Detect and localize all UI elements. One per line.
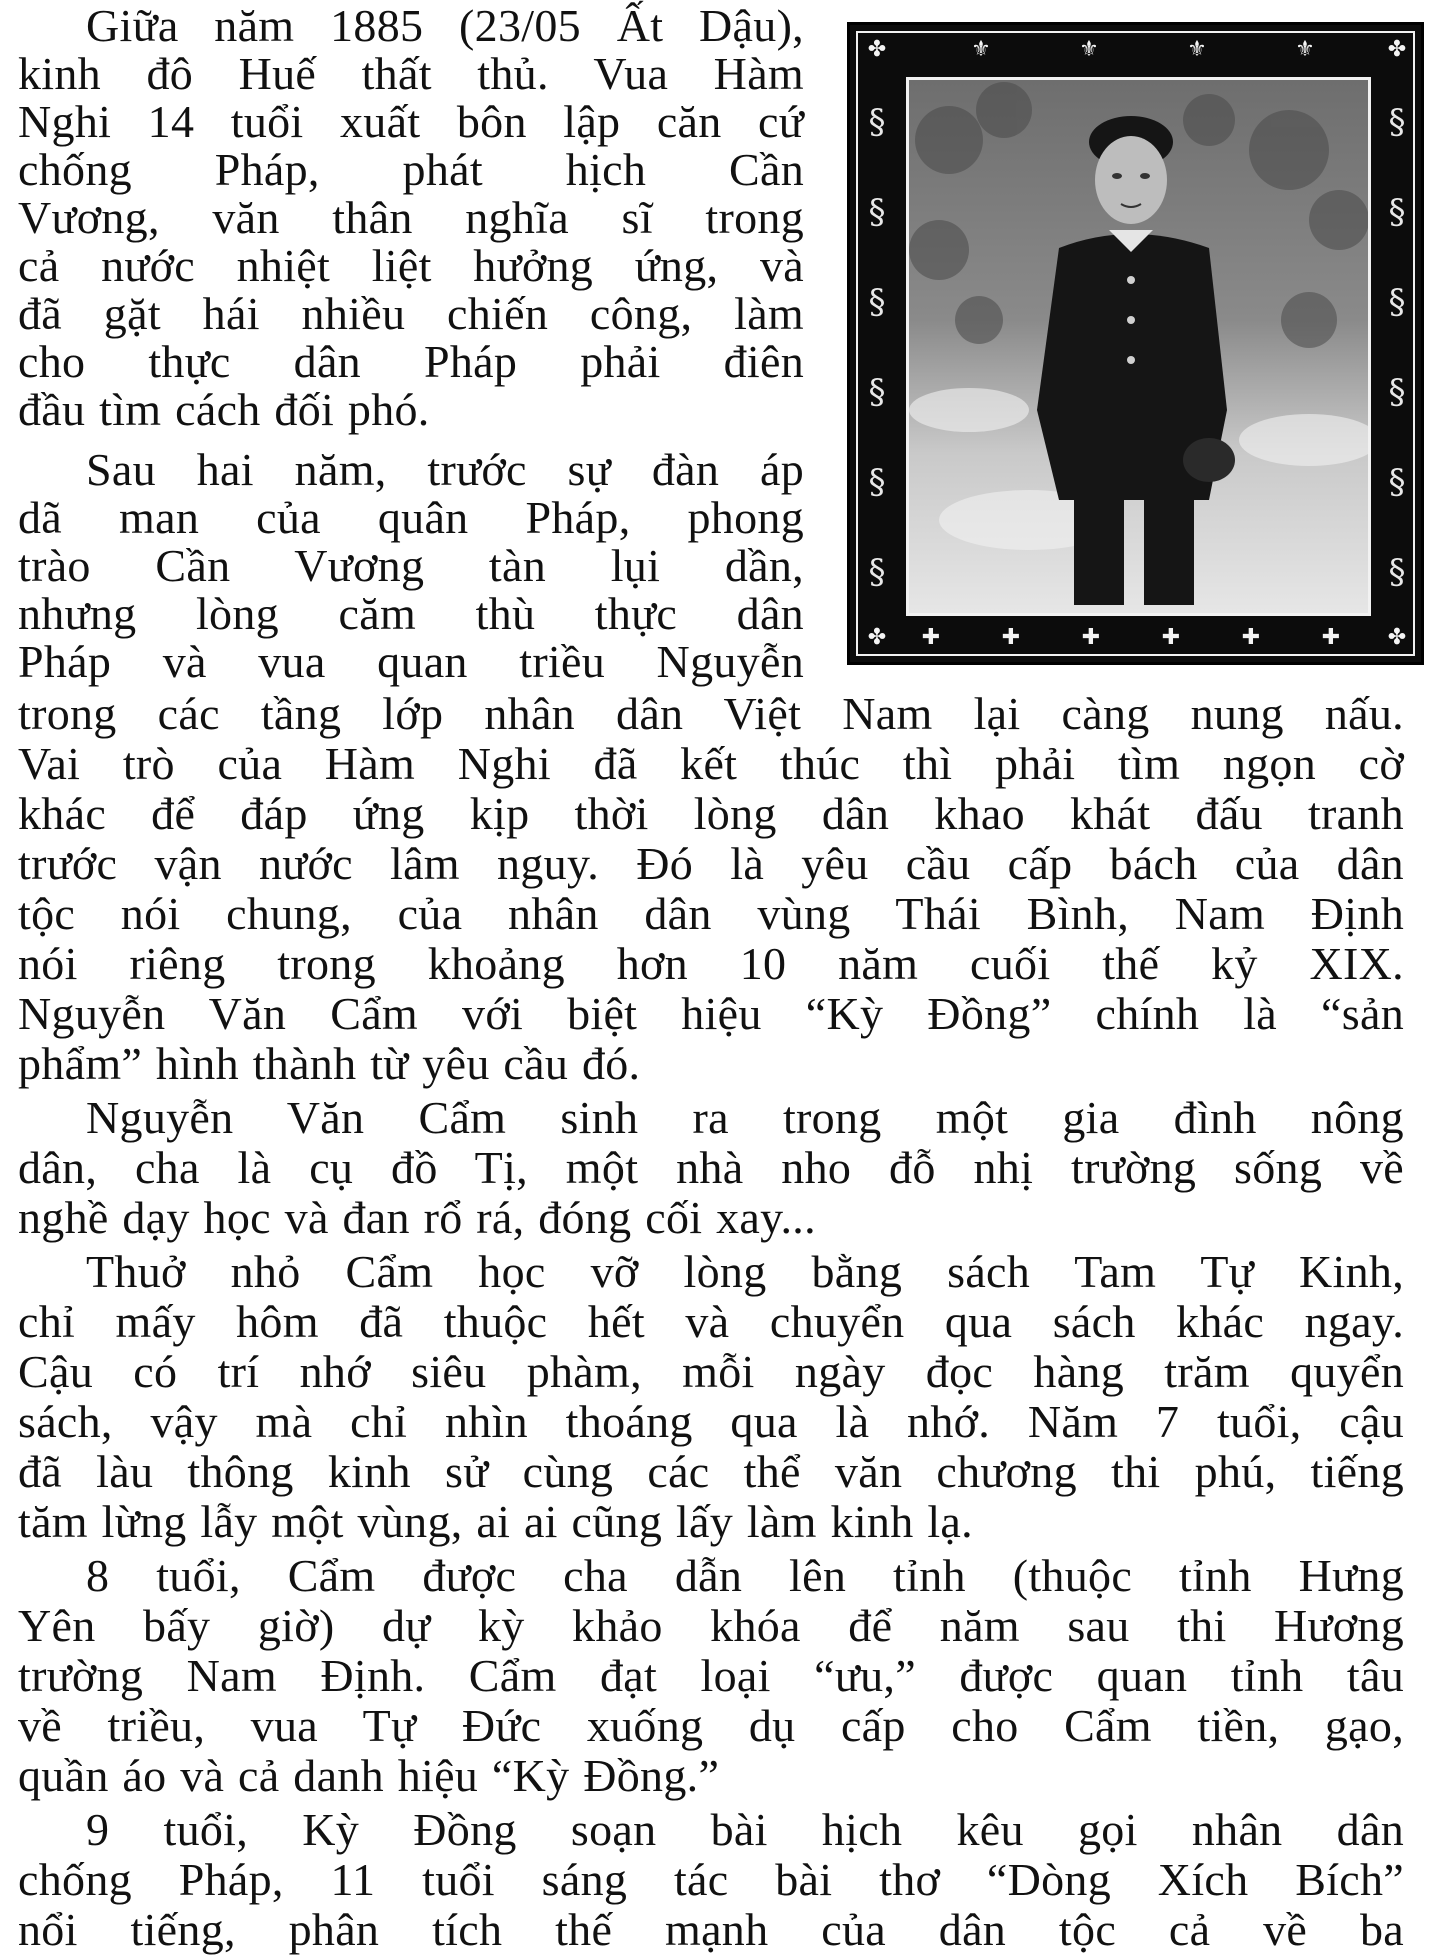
text-line: tăm lừng lẫy một vùng, ai ai cũng lấy làm kinh lạ. [18,1496,973,1547]
fleur-ornament-icon: ✤ [1387,625,1407,650]
scroll-ornament-icon: § [868,462,886,502]
text-line: nhưng lòng căm thù thực dân [18,588,804,639]
text-line: chống Pháp, 11 tuổi sáng tác bài thơ “Dòng Xích Bích” [18,1854,1404,1905]
text-line: kinh đô Huế thất thủ. Vua Hàm [18,48,804,99]
scroll-ornament-icon: § [868,282,886,322]
scroll-ornament-icon: § [1388,102,1406,142]
text-line: Thuở nhỏ Cẩm học vỡ lòng bằng sách Tam Tự Kinh, [86,1246,1404,1297]
text-line: về triều, vua Tự Đức xuống dụ cấp cho Cẩm tiền, gạo, [18,1700,1404,1751]
text-line: Pháp và vua quan triều Nguyễn [18,636,804,687]
scroll-ornament-icon: § [868,372,886,412]
text-line: nghề dạy học và đan rổ rá, đóng cối xay... [18,1192,816,1243]
text-line: 9 tuổi, Kỳ Đồng soạn bài hịch kêu gọi nhân dân [86,1804,1404,1855]
text-line: Nguyễn Văn Cẩm sinh ra trong một gia đình nông [86,1092,1404,1143]
fleur-ornament-icon: ✤ [1387,37,1407,62]
scroll-ornament-icon: § [868,192,886,232]
text-line: trước vận nước lâm nguy. Đó là yêu cầu cấp bách của dân [18,838,1404,889]
text-line: tộc nói chung, của nhân dân vùng Thái Bình, Nam Định [18,888,1404,939]
fleur-ornament-icon: ⚜ [1295,37,1315,62]
text-line: Vương, văn thân nghĩa sĩ trong [18,192,804,243]
scroll-ornament-icon: § [1388,462,1406,502]
scroll-ornament-icon: § [1388,282,1406,322]
portrait-figure [909,80,1368,613]
scroll-ornament-icon: § [1388,192,1406,232]
cross-ornament-icon: ✚ [1241,625,1261,650]
text-line: nổi tiếng, phân tích thế mạnh của dân tộc cả về ba [18,1904,1404,1955]
text-line: quần áo và cả danh hiệu “Kỳ Đồng.” [18,1750,720,1801]
scroll-ornament-icon: § [868,102,886,142]
text-line: khác để đáp ứng kịp thời lòng dân khao khát đấu tranh [18,788,1404,839]
text-line: Cậu có trí nhớ siêu phàm, mỗi ngày đọc hàng trăm quyển [18,1346,1404,1397]
text-line: phẩm” hình thành từ yêu cầu đó. [18,1038,641,1089]
text-line: nói riêng trong khoảng hơn 10 năm cuối thế kỷ XIX. [18,938,1404,989]
fleur-ornament-icon: ⚜ [971,37,991,62]
cross-ornament-icon: ✚ [921,625,941,650]
text-line: trong các tầng lớp nhân dân Việt Nam lại càng nung nấu. [18,688,1404,739]
fleur-ornament-icon: ⚜ [1079,37,1099,62]
text-line: Nghi 14 tuổi xuất bôn lập căn cứ [18,96,804,147]
text-line: đầu tìm cách đối phó. [18,384,430,435]
cross-ornament-icon: ✚ [1081,625,1101,650]
fleur-ornament-icon: ✤ [867,37,887,62]
portrait-photo [906,77,1371,616]
scroll-ornament-icon: § [1388,552,1406,592]
portrait-frame [847,22,1424,665]
fleur-ornament-icon: ✤ [867,625,887,650]
text-line: Nguyễn Văn Cẩm với biệt hiệu “Kỳ Đồng” chính là “sản [18,988,1404,1039]
text-line: cả nước nhiệt liệt hưởng ứng, và [18,240,804,291]
cross-ornament-icon: ✚ [1001,625,1021,650]
text-line: chống Pháp, phát hịch Cần [18,144,804,195]
scroll-ornament-icon: § [1388,372,1406,412]
fleur-ornament-icon: ⚜ [1187,37,1207,62]
text-line: trào Cần Vương tàn lụi dần, [18,540,804,591]
text-line: sách, vậy mà chỉ nhìn thoáng qua là nhớ. Năm 7 tuổi, cậu [18,1396,1404,1447]
text-line: chỉ mấy hôm đã thuộc hết và chuyển qua sách khác ngay. [18,1296,1404,1347]
text-line: Yên bấy giờ) dự kỳ khảo khóa để năm sau thi Hương [18,1600,1404,1651]
text-line: Sau hai năm, trước sự đàn áp [86,444,804,495]
text-line: dã man của quân Pháp, phong [18,492,804,543]
text-line: đã làu thông kinh sử cùng các thể văn chương thi phú, tiếng [18,1446,1404,1497]
cross-ornament-icon: ✚ [1161,625,1181,650]
text-line: Giữa năm 1885 (23/05 Ất Dậu), [86,0,804,51]
cross-ornament-icon: ✚ [1321,625,1341,650]
text-line: dân, cha là cụ đồ Tị, một nhà nho đỗ nhị trường sống về [18,1142,1404,1193]
text-line: 8 tuổi, Cẩm được cha dẫn lên tỉnh (thuộc tỉnh Hưng [86,1550,1404,1601]
scroll-ornament-icon: § [868,552,886,592]
text-line: cho thực dân Pháp phải điên [18,336,804,387]
text-line: trường Nam Định. Cẩm đạt loại “ưu,” được quan tỉnh tâu [18,1650,1404,1701]
text-line: Vai trò của Hàm Nghi đã kết thúc thì phải tìm ngọn cờ [18,738,1404,789]
text-line: đã gặt hái nhiều chiến công, làm [18,288,804,339]
